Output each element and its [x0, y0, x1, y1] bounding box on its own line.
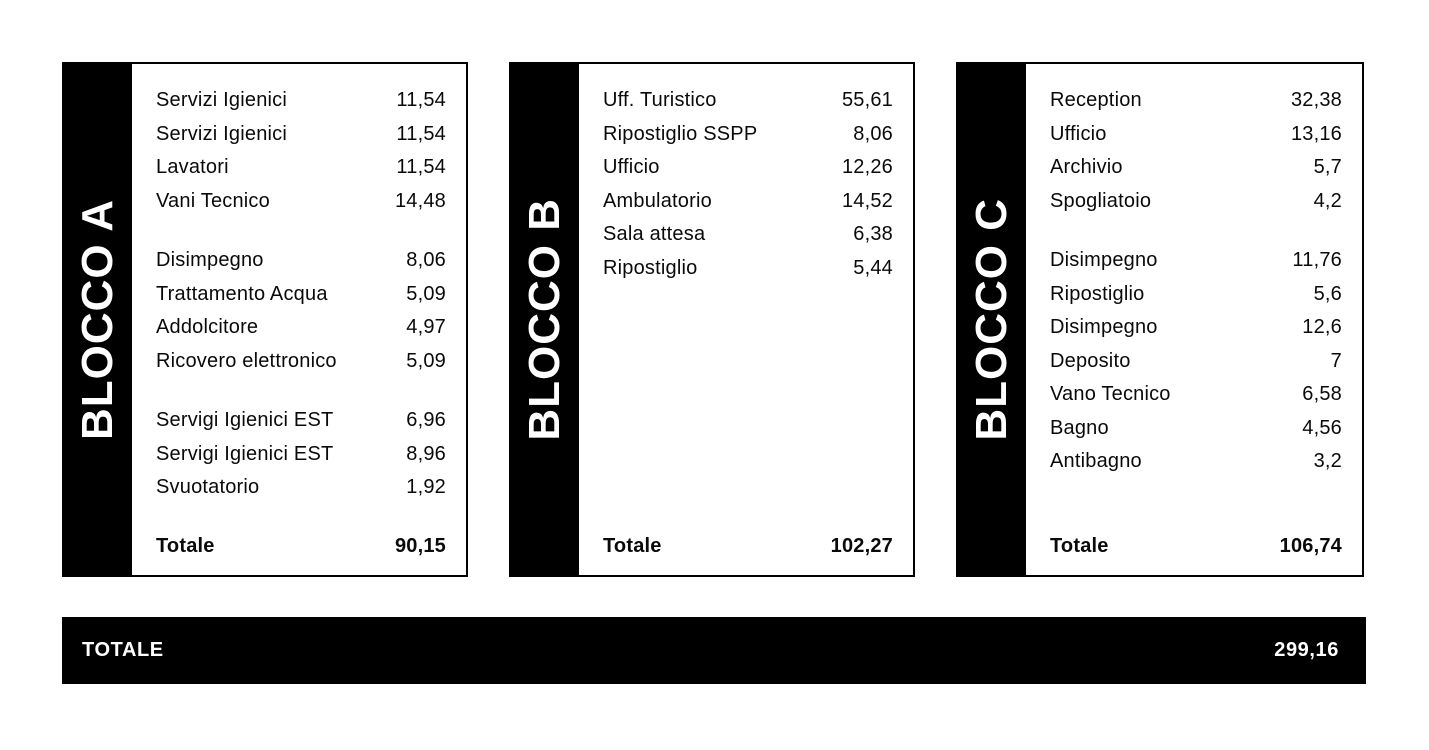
- room-name-label: Ufficio: [1050, 122, 1107, 145]
- room-name-label: Ufficio: [603, 156, 660, 178]
- table-row: [1050, 278, 1342, 312]
- room-area-value: 13,16: [1290, 122, 1342, 145]
- table-row: [1050, 445, 1342, 479]
- table-row: [1050, 412, 1342, 446]
- table-row: [1050, 84, 1342, 118]
- table-row: [156, 185, 446, 219]
- block-total-value: 90,15: [394, 534, 446, 557]
- panel-blocco-b-sidebar: [511, 64, 579, 575]
- grand-total-bar: [62, 617, 1366, 684]
- spacer: [603, 285, 893, 530]
- table-row: [1050, 244, 1342, 278]
- room-area-value: 12,26: [841, 156, 893, 178]
- room-name-label: Deposito: [1050, 349, 1131, 372]
- block-total-row: [156, 530, 446, 564]
- room-area-value: 3,2: [1313, 450, 1342, 472]
- room-area-value: 4,56: [1302, 416, 1342, 439]
- room-area-value: 8,06: [406, 249, 446, 271]
- spacer: [156, 505, 446, 530]
- block-total-label: Totale: [603, 534, 662, 557]
- table-row: [603, 118, 893, 152]
- room-name-label: Ripostiglio: [603, 256, 698, 279]
- room-area-value: 1,92: [406, 476, 446, 498]
- table-row: [1050, 185, 1342, 219]
- room-name-label: Servigi Igienici EST: [156, 409, 334, 431]
- table-row: [1050, 345, 1342, 379]
- table-row: [603, 252, 893, 286]
- panel-blocco-c-table: [1026, 64, 1362, 575]
- table-row: [156, 84, 446, 118]
- table-row: [156, 244, 446, 278]
- table-row: [156, 471, 446, 505]
- row-group: [156, 404, 446, 505]
- room-area-value: 32,38: [1290, 89, 1342, 111]
- room-name-label: Lavatori: [156, 156, 229, 178]
- room-area-value: 5,44: [853, 256, 893, 279]
- row-group: [156, 84, 446, 218]
- grand-total-value: 299,16: [1274, 639, 1339, 661]
- row-group: [603, 84, 893, 285]
- panel-blocco-b-table: [579, 64, 913, 575]
- block-total-row: [1050, 530, 1342, 564]
- grand-total-label: TOTALE: [82, 639, 164, 661]
- panel-blocco-b: [509, 62, 915, 577]
- table-row: [1050, 151, 1342, 185]
- block-label: BLOCCO B: [520, 198, 569, 441]
- table-row: [156, 151, 446, 185]
- table-row: [603, 84, 893, 118]
- room-name-label: Trattamento Acqua: [156, 282, 328, 305]
- room-name-label: Addolcitore: [156, 316, 259, 338]
- room-area-value: 5,7: [1313, 156, 1342, 178]
- panel-blocco-a: [62, 62, 468, 577]
- table-row: [156, 404, 446, 438]
- spacer: [1050, 479, 1342, 530]
- room-area-value: 14,52: [841, 189, 893, 212]
- table-row: [156, 438, 446, 472]
- room-area-value: 11,76: [1292, 249, 1342, 271]
- panel-blocco-c: [956, 62, 1364, 577]
- block-total-value: 102,27: [830, 534, 893, 557]
- room-area-value: 14,48: [394, 189, 446, 212]
- room-name-label: Disimpegno: [156, 249, 264, 271]
- room-name-label: Disimpegno: [1050, 249, 1158, 271]
- block-label: BLOCCO C: [967, 198, 1016, 441]
- panel-blocco-a-table: [132, 64, 466, 575]
- room-name-label: Antibagno: [1050, 450, 1142, 472]
- table-row: [156, 278, 446, 312]
- row-group: [1050, 244, 1342, 479]
- room-name-label: Disimpegno: [1050, 316, 1158, 338]
- room-area-value: 5,6: [1313, 282, 1342, 305]
- room-name-label: Servizi Igienici: [156, 122, 288, 145]
- room-area-value: 4,2: [1313, 189, 1342, 212]
- room-area-value: 6,38: [853, 223, 893, 245]
- room-area-value: 7: [1330, 349, 1342, 372]
- room-name-label: Servizi Igienici: [156, 89, 288, 111]
- table-row: [603, 185, 893, 219]
- panel-blocco-a-sidebar: [64, 64, 132, 575]
- room-name-label: Vano Tecnico: [1050, 383, 1171, 405]
- room-name-label: Archivio: [1050, 156, 1123, 178]
- table-row: [156, 345, 446, 379]
- room-area-value: 8,96: [406, 442, 446, 465]
- room-name-label: Servigi Igienici EST: [156, 442, 334, 465]
- room-name-label: Svuotatorio: [156, 476, 260, 498]
- table-row: [1050, 378, 1342, 412]
- room-area-value: 55,61: [841, 89, 893, 111]
- room-area-value: 4,97: [406, 316, 446, 338]
- room-name-label: Ripostiglio: [1050, 282, 1145, 305]
- room-area-value: 12,6: [1302, 316, 1342, 338]
- room-area-value: 11,54: [396, 156, 446, 178]
- table-row: [603, 218, 893, 252]
- room-name-label: Spogliatoio: [1050, 189, 1152, 212]
- room-name-label: Uff. Turistico: [603, 89, 717, 111]
- room-name-label: Ricovero elettronico: [156, 349, 337, 372]
- block-total-value: 106,74: [1279, 534, 1342, 557]
- block-total-row: [603, 530, 893, 564]
- room-area-value: 8,06: [853, 122, 893, 145]
- table-row: [1050, 118, 1342, 152]
- panel-blocco-c-sidebar: [958, 64, 1026, 575]
- room-name-label: Ripostiglio SSPP: [603, 122, 758, 145]
- room-area-value: 5,09: [406, 349, 446, 372]
- room-area-value: 5,09: [406, 282, 446, 305]
- table-row: [156, 118, 446, 152]
- block-label: BLOCCO A: [73, 198, 122, 441]
- room-name-label: Sala attesa: [603, 223, 706, 245]
- room-area-value: 6,96: [406, 409, 446, 431]
- room-area-value: 6,58: [1302, 383, 1342, 405]
- table-row: [1050, 311, 1342, 345]
- room-area-value: 11,54: [396, 122, 446, 145]
- block-total-label: Totale: [1050, 534, 1109, 557]
- room-name-label: Ambulatorio: [603, 189, 712, 212]
- room-name-label: Bagno: [1050, 416, 1109, 439]
- block-total-label: Totale: [156, 534, 215, 557]
- table-row: [603, 151, 893, 185]
- row-group: [1050, 84, 1342, 218]
- row-group: [156, 244, 446, 378]
- room-name-label: Vani Tecnico: [156, 189, 270, 212]
- table-row: [156, 311, 446, 345]
- room-name-label: Reception: [1050, 89, 1142, 111]
- blocks-row: [62, 62, 1364, 577]
- room-area-value: 11,54: [396, 89, 446, 111]
